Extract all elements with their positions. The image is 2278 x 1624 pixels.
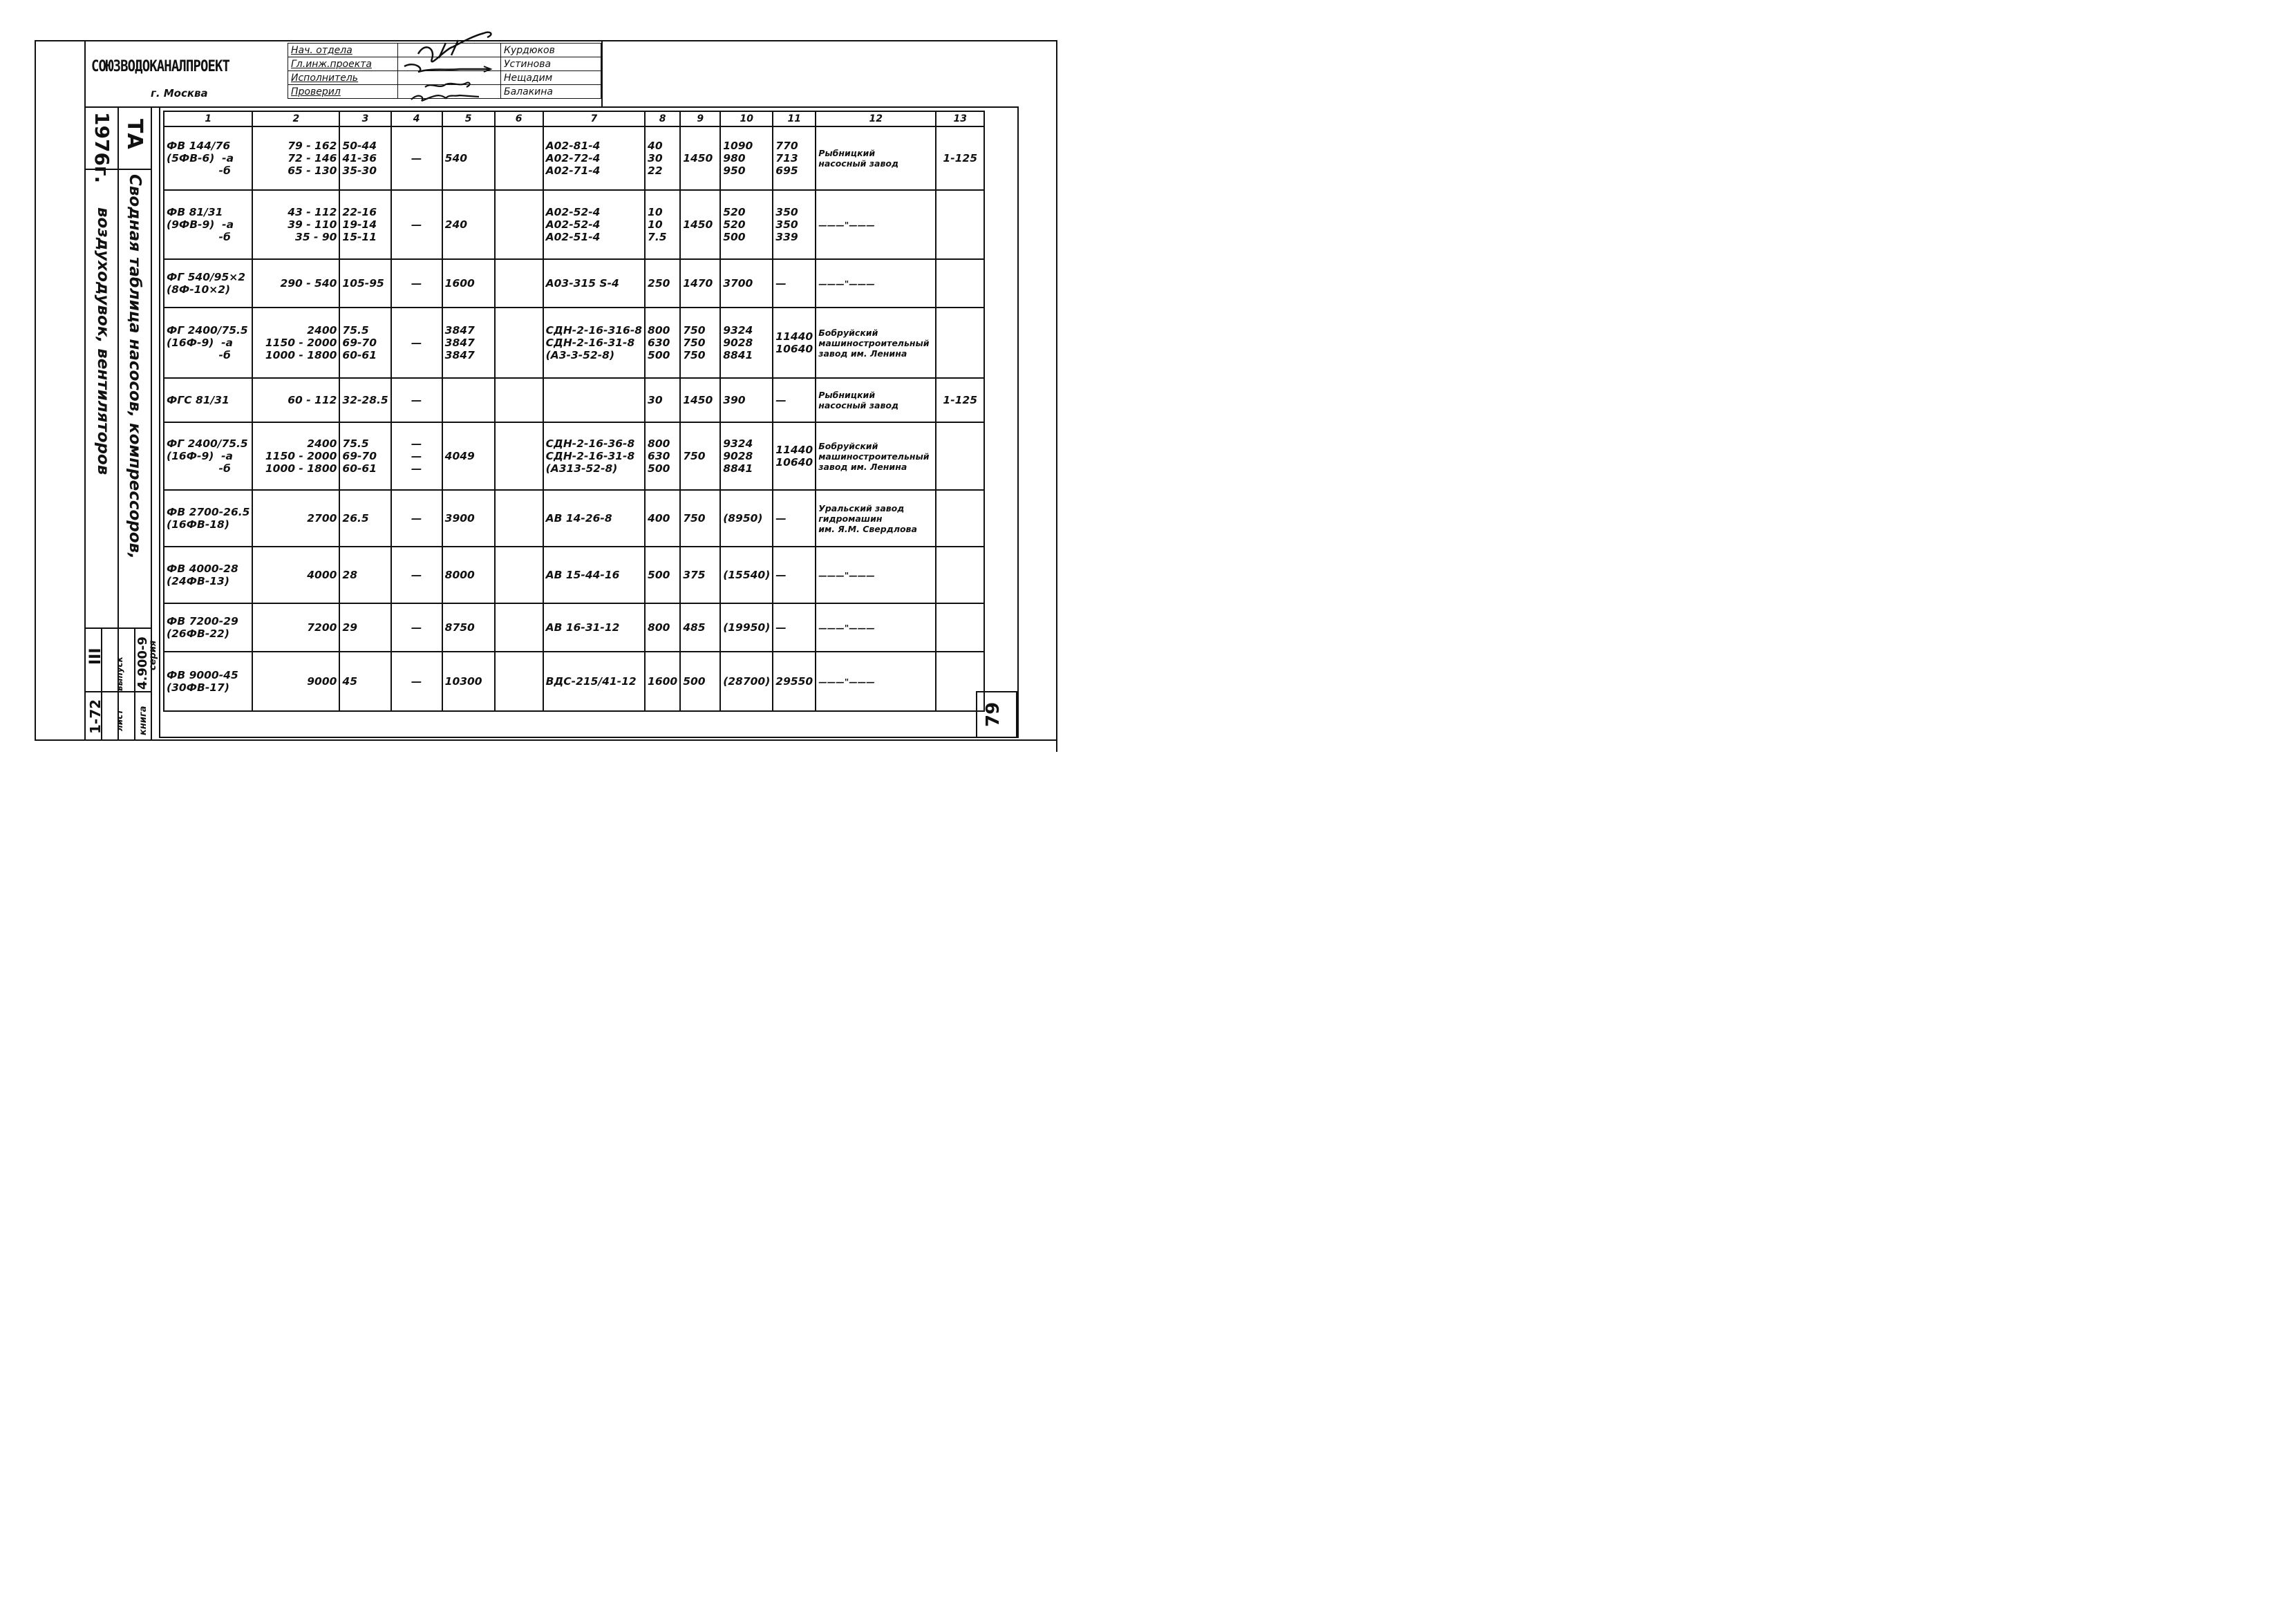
table-cell: 3700 <box>720 259 773 308</box>
table-cell: 11440 10640 <box>773 308 816 378</box>
table-cell: 390 <box>720 378 773 422</box>
stamp-person: Балакина <box>501 85 601 99</box>
page-number: 79 <box>983 701 1004 727</box>
table-cell <box>495 259 543 308</box>
table-cell: 29 <box>339 603 390 652</box>
stamp-person: Курдюков <box>501 44 601 57</box>
table-cell: 485 <box>680 603 720 652</box>
table-cell: 2400 1150 - 2000 1000 - 1800 <box>252 308 339 378</box>
table-cell <box>936 259 984 308</box>
sidebar-divider <box>84 691 151 692</box>
table-cell: 800 630 500 <box>645 422 680 490</box>
table-cell <box>495 308 543 378</box>
table-cell: 8750 <box>442 603 495 652</box>
table-cell: ———"——— <box>816 603 936 652</box>
table-row <box>164 126 984 190</box>
table-cell: — <box>773 603 816 652</box>
table-cell: ФВ 4000-28 (24ФВ-13) <box>164 547 252 603</box>
table-cell: 9000 <box>252 652 339 711</box>
table-cell: 75.5 69-70 60-61 <box>339 422 390 490</box>
table-cell: АВ 16-31-12 <box>543 603 645 652</box>
table-cell: — <box>391 126 442 190</box>
table-cell: 2400 1150 - 2000 1000 - 1800 <box>252 422 339 490</box>
table-cell: 8000 <box>442 547 495 603</box>
year-label: 1976г. <box>91 112 113 184</box>
table-cell: ФВ 7200-29 (26ФВ-22) <box>164 603 252 652</box>
table-cell: ФВ 81/31 (9ФВ-9) -а -б <box>164 190 252 259</box>
table-cell: (8950) <box>720 490 773 547</box>
table-cell: 250 <box>645 259 680 308</box>
table-cell: — <box>773 378 816 422</box>
column-header: 4 <box>391 111 442 126</box>
table-cell: 350 350 339 <box>773 190 816 259</box>
column-header: 7 <box>543 111 645 126</box>
table-cell: — <box>773 547 816 603</box>
book-label: книга <box>138 706 149 735</box>
document-title-line1: Сводная таблица насосов, компрессоров, <box>126 174 144 559</box>
table-cell: 3847 3847 3847 <box>442 308 495 378</box>
table-cell <box>495 378 543 422</box>
table-cell: 22-16 19-14 15-11 <box>339 190 390 259</box>
table-cell: А02-81-4 А02-72-4 А02-71-4 <box>543 126 645 190</box>
column-header: 9 <box>680 111 720 126</box>
stamp-role: Исполнитель <box>288 71 398 85</box>
table-cell: — <box>391 190 442 259</box>
table-cell: ФГ 2400/75.5 (16Ф-9) -а -б <box>164 422 252 490</box>
table-row <box>164 308 984 378</box>
table-cell <box>936 190 984 259</box>
table-cell: АВ 15-44-16 <box>543 547 645 603</box>
table-cell: 75.5 69-70 60-61 <box>339 308 390 378</box>
series-label: серия <box>148 640 158 670</box>
table-cell: 60 - 112 <box>252 378 339 422</box>
table-cell <box>495 190 543 259</box>
table-cell: А02-52-4 А02-52-4 А02-51-4 <box>543 190 645 259</box>
table-cell: 28 <box>339 547 390 603</box>
table-cell <box>936 422 984 490</box>
table-cell: 1450 <box>680 378 720 422</box>
table-cell: ФГ 540/95×2 (8Ф-10×2) <box>164 259 252 308</box>
table-cell: ФВ 144/76 (5ФВ-6) -а -б <box>164 126 252 190</box>
table-cell: Рыбницкий насосный завод <box>816 378 936 422</box>
table-row <box>164 547 984 603</box>
table-cell: — <box>773 490 816 547</box>
sidebar-divider <box>117 106 119 739</box>
pump-summary-table <box>163 111 985 712</box>
document-title-line2: воздуходувок, вентиляторов <box>94 207 112 475</box>
stamp-person: Нещадим <box>501 71 601 85</box>
table-row <box>164 603 984 652</box>
table-cell <box>495 126 543 190</box>
table-cell: СДН-2-16-316-8 СДН-2-16-31-8 (А3-3-52-8) <box>543 308 645 378</box>
table-cell: 7200 <box>252 603 339 652</box>
stamp-role: Нач. отдела <box>288 44 398 57</box>
table-cell: 40 30 22 <box>645 126 680 190</box>
table-cell: 400 <box>645 490 680 547</box>
table-cell: 1600 <box>645 652 680 711</box>
table-cell: 105-95 <box>339 259 390 308</box>
table-cell: ВДС-215/41-12 <box>543 652 645 711</box>
stamp-person: Устинова <box>501 57 601 71</box>
table-cell: СДН-2-16-36-8 СДН-2-16-31-8 (А313-52-8) <box>543 422 645 490</box>
table-cell: 800 630 500 <box>645 308 680 378</box>
table-cell <box>442 378 495 422</box>
table-cell: 375 <box>680 547 720 603</box>
table-cell: 50-44 41-36 35-30 <box>339 126 390 190</box>
table-cell: (28700) <box>720 652 773 711</box>
table-cell: ФГС 81/31 <box>164 378 252 422</box>
table-cell: 500 <box>645 547 680 603</box>
table-cell: 9324 9028 8841 <box>720 422 773 490</box>
table-cell: 10300 <box>442 652 495 711</box>
table-cell: 500 <box>680 652 720 711</box>
table-cell: — <box>391 547 442 603</box>
table-cell: А03-315 S-4 <box>543 259 645 308</box>
table-cell: Бобруйский машиностроительный завод им. Ленина <box>816 422 936 490</box>
table-cell: ———"——— <box>816 259 936 308</box>
table-cell: ФГ 2400/75.5 (16Ф-9) -а -б <box>164 308 252 378</box>
table-cell: 1-125 <box>936 378 984 422</box>
series-value: 4.900-9 <box>135 636 150 690</box>
table-cell: — <box>773 259 816 308</box>
table-cell <box>936 547 984 603</box>
org-city: г. Москва <box>151 87 208 100</box>
table-cell: ФВ 9000-45 (30ФВ-17) <box>164 652 252 711</box>
org-name: СОЮЗВОДОКАНАЛПРОЕКТ <box>91 58 230 75</box>
column-header: 11 <box>773 111 816 126</box>
table-row <box>164 259 984 308</box>
table-cell: 800 <box>645 603 680 652</box>
table-cell: 750 750 750 <box>680 308 720 378</box>
table-cell <box>543 378 645 422</box>
table-cell: — <box>391 378 442 422</box>
table-cell: — <box>391 603 442 652</box>
table-cell: 2700 <box>252 490 339 547</box>
table-cell: 290 - 540 <box>252 259 339 308</box>
table-cell: ———"——— <box>816 652 936 711</box>
issue-label: выпуск <box>115 657 124 691</box>
table-cell: — — — <box>391 422 442 490</box>
table-cell: 1470 <box>680 259 720 308</box>
table-cell: 750 <box>680 490 720 547</box>
handwritten-signatures <box>397 28 508 104</box>
table-cell <box>495 547 543 603</box>
table-cell: (19950) <box>720 603 773 652</box>
table-cell: 1-125 <box>936 126 984 190</box>
table-cell <box>495 652 543 711</box>
frame-right-line <box>1056 40 1057 752</box>
table-cell: 3900 <box>442 490 495 547</box>
table-cell <box>936 603 984 652</box>
table-cell: — <box>391 490 442 547</box>
table-cell: Уральский завод гидромашин им. Я.М. Свердлова <box>816 490 936 547</box>
table-cell: 1090 980 950 <box>720 126 773 190</box>
table-row <box>164 422 984 490</box>
table-row <box>164 190 984 259</box>
stamp-role: Гл.инж.проекта <box>288 57 398 71</box>
sidebar-divider <box>84 627 151 629</box>
table-cell: ———"——— <box>816 547 936 603</box>
table-cell: Рыбницкий насосный завод <box>816 126 936 190</box>
table-cell: 9324 9028 8841 <box>720 308 773 378</box>
table-cell: Бобруйский машиностроительный завод им. Ленина <box>816 308 936 378</box>
column-header: 13 <box>936 111 984 126</box>
sidebar-divider <box>84 106 86 739</box>
table-cell: 750 <box>680 422 720 490</box>
issue-value: III <box>87 648 104 665</box>
table-cell: 4049 <box>442 422 495 490</box>
table-cell: 1600 <box>442 259 495 308</box>
table-cell: 32-28.5 <box>339 378 390 422</box>
table-cell: 1450 <box>680 126 720 190</box>
frame-bottom-line <box>35 739 1057 741</box>
table-cell: 29550 <box>773 652 816 711</box>
table-cell <box>936 490 984 547</box>
column-header: 1 <box>164 111 252 126</box>
table-cell: — <box>391 652 442 711</box>
table-cell: 1450 <box>680 190 720 259</box>
table-cell <box>495 603 543 652</box>
code-label: ТА <box>122 119 147 149</box>
table-cell <box>495 422 543 490</box>
table-row <box>164 378 984 422</box>
column-header: 5 <box>442 111 495 126</box>
table-cell <box>936 308 984 378</box>
table-cell: — <box>391 259 442 308</box>
sheet-value: 1-72 <box>87 699 104 734</box>
table-cell: АВ 14-26-8 <box>543 490 645 547</box>
table-row <box>164 490 984 547</box>
table-row <box>164 652 984 711</box>
table-cell: (15540) <box>720 547 773 603</box>
table-cell: 520 520 500 <box>720 190 773 259</box>
column-header: 10 <box>720 111 773 126</box>
sheet-label: лист <box>115 709 124 731</box>
table-cell: 10 10 7.5 <box>645 190 680 259</box>
table-cell: ———"——— <box>816 190 936 259</box>
column-header: 12 <box>816 111 936 126</box>
table-cell: 4000 <box>252 547 339 603</box>
table-cell: 45 <box>339 652 390 711</box>
table-cell: — <box>391 308 442 378</box>
table-cell: 770 713 695 <box>773 126 816 190</box>
table-cell: 11440 10640 <box>773 422 816 490</box>
stamp-role: Проверил <box>288 85 398 99</box>
column-header: 2 <box>252 111 339 126</box>
table-cell <box>495 490 543 547</box>
table-cell: 43 - 112 39 - 110 35 - 90 <box>252 190 339 259</box>
table-cell: ФВ 2700-26.5 (16ФВ-18) <box>164 490 252 547</box>
column-header: 8 <box>645 111 680 126</box>
table-cell: 26.5 <box>339 490 390 547</box>
table-cell: 79 - 162 72 - 146 65 - 130 <box>252 126 339 190</box>
column-header: 3 <box>339 111 390 126</box>
column-header: 6 <box>495 111 543 126</box>
table-cell: 240 <box>442 190 495 259</box>
table-header-row <box>164 111 984 126</box>
table-cell: 540 <box>442 126 495 190</box>
table-cell: 30 <box>645 378 680 422</box>
frame-left-line <box>35 40 36 739</box>
